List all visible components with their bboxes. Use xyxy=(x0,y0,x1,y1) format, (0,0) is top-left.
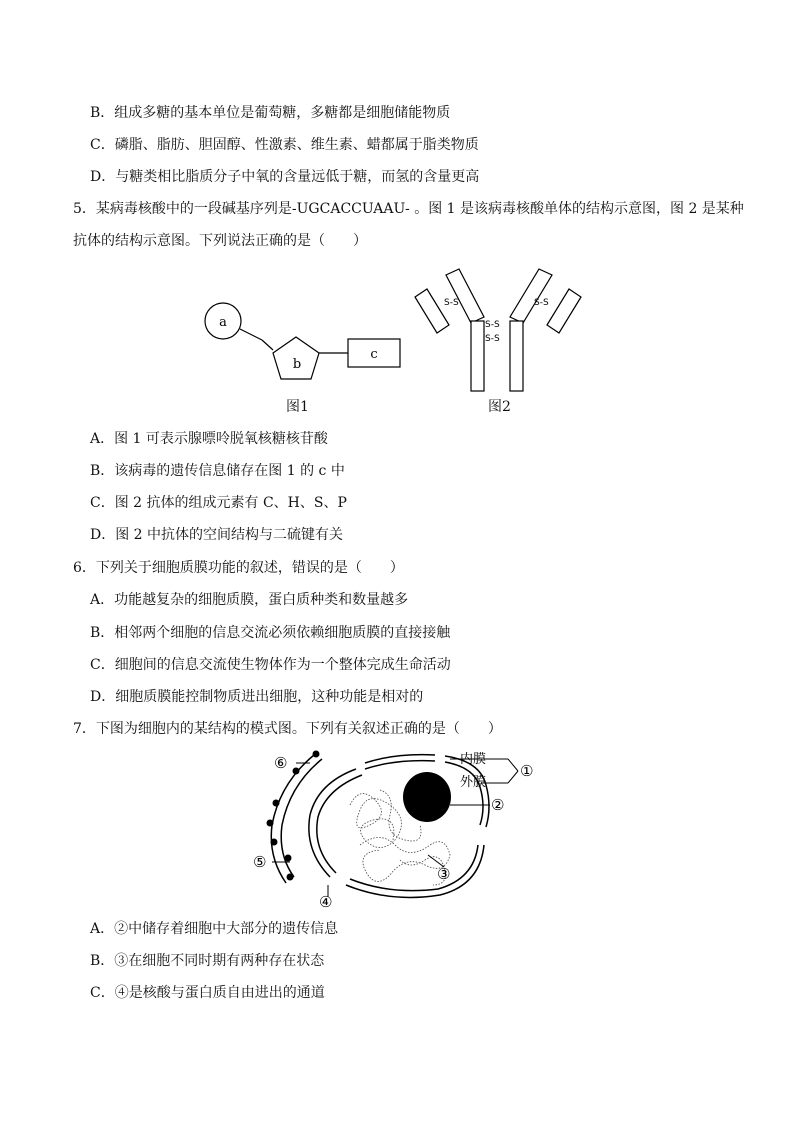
q7-option-a: A．②中储存着细胞中大部分的遗传信息 xyxy=(90,921,339,937)
q6-option-a: A．功能越复杂的细胞质膜，蛋白质种类和数量越多 xyxy=(90,592,409,608)
label-4: ④ xyxy=(319,893,333,910)
q7-option-b: B．③在细胞不同时期有两种存在状态 xyxy=(90,953,325,969)
ss-bond-middle-2: S-S xyxy=(485,334,500,344)
q5-stem-line1: 5．某病毒核酸中的一段碱基序列是-UGCACCUAAU- 。图 1 是该病毒核酸单体的结构示意图，图 2 是某种 xyxy=(73,201,744,217)
q6-option-d: D．细胞质膜能控制物质进出细胞，这种功能是相对的 xyxy=(90,689,424,705)
q6-stem: 6．下列关于细胞质膜功能的叙述，错误的是（ ） xyxy=(73,560,404,576)
q5-option-a: A．图 1 可表示腺嘌呤脱氧核糖核苷酸 xyxy=(90,431,328,447)
label-6: ⑥ xyxy=(274,754,288,772)
label-inner-membrane: 内膜 xyxy=(460,752,487,767)
q5-option-c: C．图 2 抗体的组成元素有 C、H、S、P xyxy=(90,495,347,511)
label-3: ③ xyxy=(437,865,451,883)
q5-stem-line2: 抗体的结构示意图。下列说法正确的是（ ） xyxy=(73,233,367,249)
label-b: b xyxy=(292,357,302,372)
label-2: ② xyxy=(491,796,505,814)
ss-bond-middle-1: S-S xyxy=(485,320,500,330)
q7-option-c: C．④是核酸与蛋白质自由进出的通道 xyxy=(90,985,325,1001)
q4-option-c: C．磷脂、脂肪、胆固醇、性激素、维生素、蜡都属于脂类物质 xyxy=(90,137,479,153)
q5-option-d: D．图 2 中抗体的空间结构与二硫键有关 xyxy=(90,527,344,543)
q4-option-b: B．组成多糖的基本单位是葡萄糖，多糖都是细胞储能物质 xyxy=(90,105,451,121)
label-c: c xyxy=(370,347,378,362)
figure-1-caption: 图1 xyxy=(286,399,309,415)
nucleolus xyxy=(403,772,451,822)
q4-option-d: D．与糖类相比脂质分子中氧的含量远低于糖，而氢的含量更高 xyxy=(90,169,480,185)
q6-option-b: B．相邻两个细胞的信息交流必须依赖细胞质膜的直接接触 xyxy=(90,625,451,641)
figure-2-antibody xyxy=(410,265,590,395)
q5-option-b: B．该病毒的遗传信息储存在图 1 的 c 中 xyxy=(90,463,345,479)
figure-nucleus xyxy=(250,745,550,910)
q7-stem: 7．下图为细胞内的某结构的模式图。下列有关叙述正确的是（ ） xyxy=(73,721,502,737)
figure-2-caption: 图2 xyxy=(488,399,511,415)
ss-bond-right: S-S xyxy=(534,298,549,308)
label-a: a xyxy=(219,315,227,330)
q6-option-c: C．细胞间的信息交流使生物体作为一个整体完成生命活动 xyxy=(90,657,451,673)
figure-1-nucleotide xyxy=(195,290,415,390)
label-5: ⑤ xyxy=(253,853,267,871)
label-outer-membrane: 外膜 xyxy=(460,775,487,790)
label-1: ① xyxy=(520,762,534,780)
ss-bond-left: S-S xyxy=(444,298,459,308)
